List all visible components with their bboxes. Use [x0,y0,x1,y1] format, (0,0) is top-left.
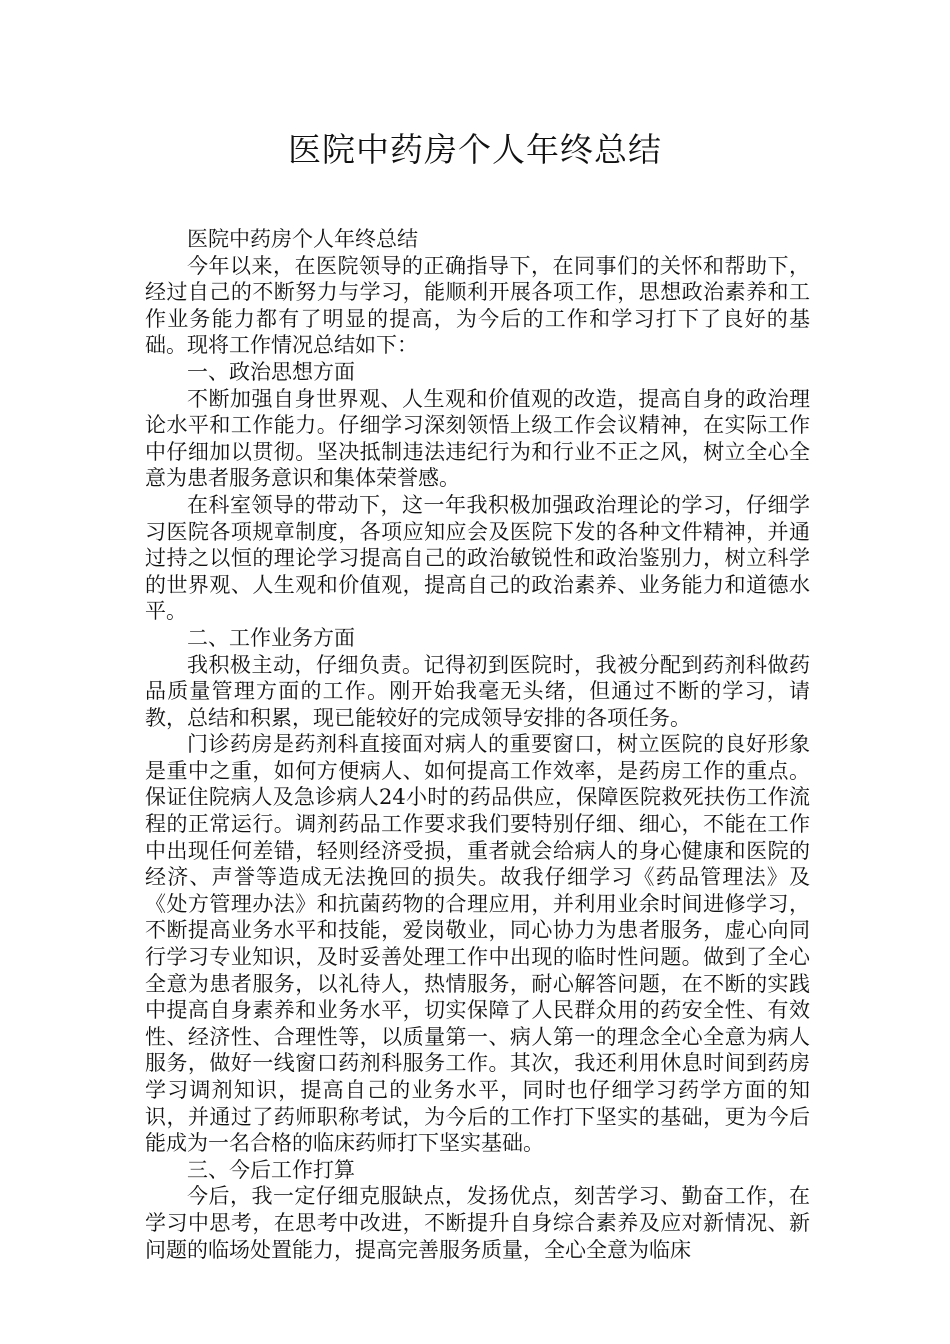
work-paragraph-1: 我积极主动，仔细负责。记得初到医院时，我被分配到药剂科做药品质量管理方面的工作。刚开始我毫无头绪，但通过不断的学习，请教，总结和积累，现已能较好的完成领导安排的各项任务。 [145,652,810,730]
section-heading-future: 三、今后工作打算 [187,1157,355,1182]
section-heading-political: 一、政治思想方面 [187,359,355,384]
section-heading-work: 二、工作业务方面 [187,625,355,650]
work-paragraph-2: 门诊药房是药剂科直接面对病人的重要窗口，树立医院的良好形象是重中之重，如何方便病人、如何提高工作效率，是药房工作的重点。保证住院病人及急诊病人24小时的药品供应，保障医院救死扶伤工作流程的正常运行。调剂药品工作要求我们要特别仔细、细心，不能在工作中出现任何差错，轻则经济受损，重者就会给病人的身心健康和医院的经济、声誉等造成无法挽回的损失。故我仔细学习《药品管理法》及《处方管理办法》和抗菌药物的合理应用，并利用业余时间进修学习，不断提高业务水平和技能，爱岗敬业，同心协力为患者服务，虚心向同行学习专业知识，及时妥善处理工作中出现的临时性问题。做到了全心全意为患者服务，以礼待人，热情服务，耐心解答问题，在不断的实践中提高自身素养和业务水平，切实保障了人民群众用的药安全性、有效性、经济性、合理性等，以质量第一、病人第一的理念全心全意为病人服务，做好一线窗口药剂科服务工作。其次，我还利用休息时间到药房学习调剂知识，提高自己的业务水平，同时也仔细学习药学方面的知识，并通过了药师职称考试，为今后的工作打下坚实的基础，更为今后能成为一名合格的临床药师打下坚实基础。 [145,732,810,1156]
body-subtitle: 医院中药房个人年终总结 [187,227,418,251]
intro-paragraph: 今年以来，在医院领导的正确指导下，在同事们的关怀和帮助下，经过自己的不断努力与学习，能顺利开展各项工作，思想政治素养和工作业务能力都有了明显的提高，为今后的工作和学习打下了良好的基础。现将工作情况总结如下： [145,253,810,358]
future-paragraph: 今后，我一定仔细克服缺点，发扬优点，刻苦学习、勤奋工作，在学习中思考，在思考中改进，不断提升自身综合素养及应对新情况、新问题的临场处置能力，提高完善服务质量，全心全意为临床 [145,1184,810,1262]
political-paragraph-1: 不断加强自身世界观、人生观和价值观的改造，提高自身的政治理论水平和工作能力。仔细学习深刻领悟上级工作会议精神，在实际工作中仔细加以贯彻。坚决抵制违法违纪行为和行业不正之风，树立全心全意为患者服务意识和集体荣誉感。 [145,386,810,491]
political-paragraph-2: 在科室领导的带动下，这一年我积极加强政治理论的学习，仔细学习医院各项规章制度，各项应知应会及医院下发的各种文件精神，并通过持之以恒的理论学习提高自己的政治敏锐性和政治鉴别力，树立科学的世界观、人生观和价值观，提高自己的政治素养、业务能力和道德水平。 [145,492,810,624]
document-title: 医院中药房个人年终总结 [288,130,662,169]
document-body [145,226,810,1263]
